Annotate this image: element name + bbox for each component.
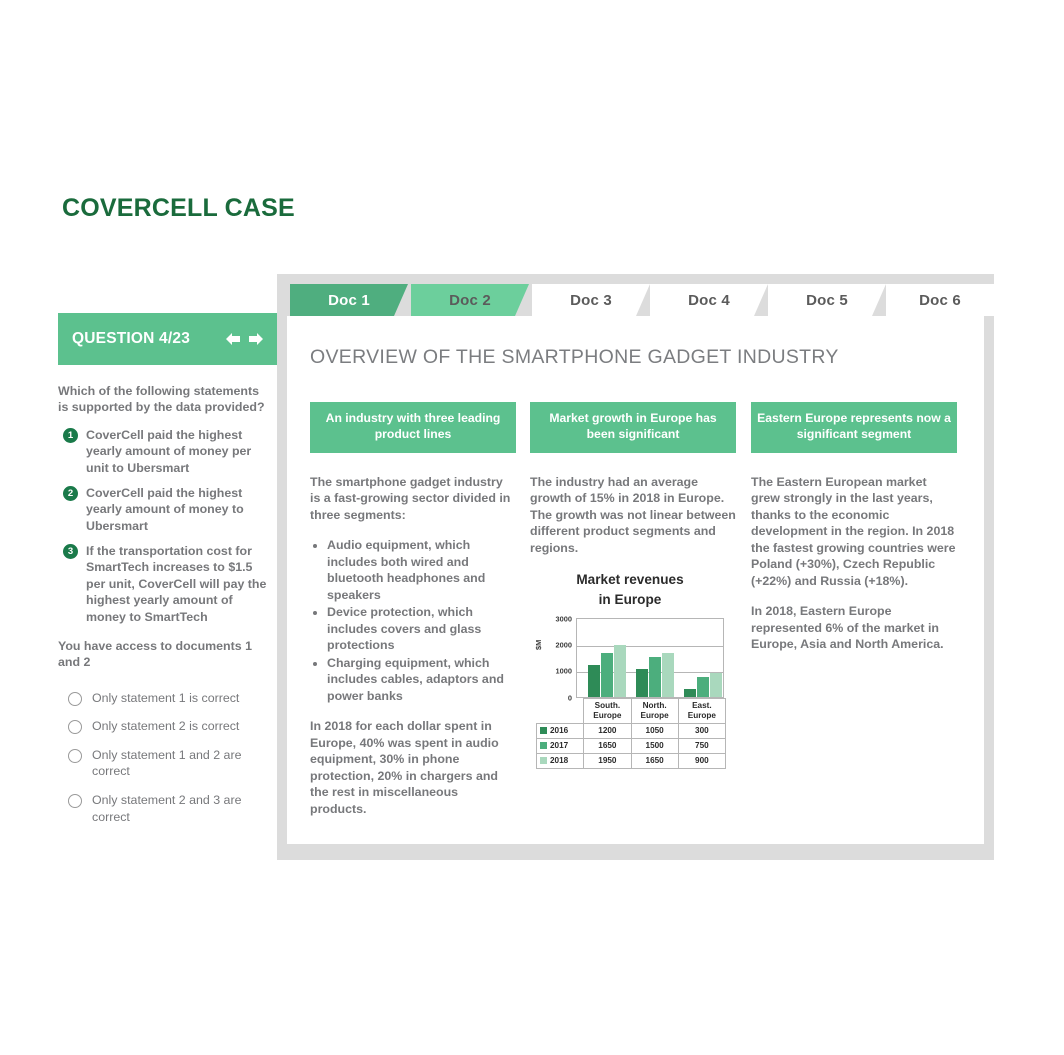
bar-group-east-europe	[684, 619, 722, 697]
answer-option-3[interactable]	[68, 747, 280, 780]
document-title: OVERVIEW OF THE SMARTPHONE GADGET INDUSTRY	[310, 346, 839, 368]
tab-label: Doc 4	[688, 291, 730, 309]
legend-label: 2017	[550, 740, 569, 750]
answer-option-1[interactable]	[68, 690, 280, 707]
legend-2018	[537, 753, 584, 768]
document-access-note: You have access to documents 1 and 2	[58, 638, 252, 670]
product-line-list	[310, 537, 516, 704]
statement-text: CoverCell paid the highest yearly amount of money per unit to Ubersmart	[86, 427, 252, 475]
bar-2018-east	[710, 673, 722, 697]
content-column-2	[530, 402, 736, 769]
y-tick-label: 0	[567, 693, 572, 703]
statement-number-badge: 1	[63, 428, 78, 443]
content-column-3	[751, 402, 957, 667]
bar-2017-north	[649, 657, 661, 697]
answer-option-label: Only statement 1 is correct	[92, 690, 240, 705]
legend-swatch-icon	[540, 727, 547, 734]
product-line-item: • Device protection, which includes covers and glass protections	[327, 604, 516, 654]
answer-option-label: Only statement 1 and 2 are correct	[92, 747, 242, 779]
column-header-south	[584, 698, 631, 723]
column-heading: Eastern Europe represents now a significant segment	[751, 402, 957, 453]
answer-option-4[interactable]	[68, 792, 280, 825]
column-body	[310, 474, 516, 818]
header-line-1: East.	[692, 700, 712, 710]
question-counter: QUESTION 4/23	[72, 330, 191, 347]
header-line-1: South.	[594, 700, 621, 710]
bar-group-south-europe	[588, 619, 626, 697]
table-row	[537, 738, 726, 753]
y-axis-ticks	[544, 614, 574, 703]
column-header-east	[678, 698, 725, 723]
chart-data-table	[536, 698, 726, 769]
tab-label: Doc 1	[328, 291, 370, 309]
cell-2016-east: 300	[678, 723, 725, 738]
column-paragraph: The Eastern European market grew strongly in the last years, thanks to the economic development in the region. In 2018 the fastest growing countries were Poland (+30%), Czech Republic (+22%) and Russia (+18%).	[751, 474, 956, 588]
tab-label: Doc 3	[570, 291, 612, 309]
column-body	[751, 474, 957, 653]
cell-2017-east: 750	[678, 738, 725, 753]
table-row	[537, 753, 726, 768]
bar-2016-north	[636, 669, 648, 697]
tab-label: Doc 2	[449, 291, 491, 309]
bar-2018-south	[614, 645, 626, 697]
bar-2017-east	[697, 677, 709, 697]
tab-label: Doc 6	[919, 291, 961, 309]
tab-doc-3[interactable]	[532, 284, 650, 316]
statement-text: CoverCell paid the highest yearly amount of money to Ubersmart	[86, 485, 244, 533]
column-heading: Market growth in Europe has been significant	[530, 402, 736, 453]
cell-2016-south: 1200	[584, 723, 631, 738]
product-line-item: • Audio equipment, which includes both wired and bluetooth headphones and speakers	[327, 537, 516, 603]
bar-2016-east	[684, 689, 696, 697]
radio-button-icon[interactable]	[68, 794, 82, 808]
legend-2016	[537, 723, 584, 738]
header-line-1: North.	[642, 700, 667, 710]
legend-swatch-icon	[540, 757, 547, 764]
bar-2018-north	[662, 653, 674, 697]
cell-2018-east: 900	[678, 753, 725, 768]
legend-label: 2016	[550, 725, 569, 735]
answer-option-2[interactable]	[68, 718, 280, 735]
table-header-row	[537, 698, 726, 723]
answer-option-label: Only statement 2 and 3 are correct	[92, 793, 242, 824]
tab-doc-2[interactable]	[411, 284, 529, 316]
answer-options	[58, 690, 280, 826]
question-banner	[58, 313, 280, 365]
statement-item	[58, 485, 270, 534]
chart-bars-container	[576, 618, 724, 698]
statement-number-badge: 2	[63, 486, 78, 501]
statement-item	[58, 427, 270, 476]
column-header-north	[631, 698, 678, 723]
cell-2018-south: 1950	[584, 753, 631, 768]
header-line-2: Europe	[687, 710, 716, 720]
legend-label: 2018	[550, 755, 569, 765]
y-tick-label: 2000	[555, 640, 572, 649]
legend-2017	[537, 738, 584, 753]
bar-2017-south	[601, 653, 613, 697]
cell-2016-north: 1050	[631, 723, 678, 738]
left-arrow-icon[interactable]	[223, 331, 243, 347]
column-heading: An industry with three leading product lines	[310, 402, 516, 453]
radio-button-icon[interactable]	[68, 692, 82, 706]
header-line-2: Europe	[640, 710, 669, 720]
document-viewer	[277, 274, 994, 860]
page-title: COVERCELL CASE	[62, 194, 295, 222]
column-intro-text: The smartphone gadget industry is a fast-growing sector divided in three segments:	[310, 474, 511, 522]
legend-swatch-icon	[540, 742, 547, 749]
answer-option-label: Only statement 2 is correct	[92, 719, 240, 734]
statement-item	[58, 543, 270, 625]
tab-doc-4[interactable]	[650, 284, 768, 316]
statement-number-badge: 3	[63, 544, 78, 559]
radio-button-icon[interactable]	[68, 720, 82, 734]
bar-2016-south	[588, 665, 600, 697]
column-outro-text: In 2018 for each dollar spent in Europe, 40% was spent in audio equipment, 30% in phone protection, 20% in chargers and the rest in miscellaneous products.	[310, 719, 499, 816]
market-revenues-chart	[530, 570, 730, 769]
cell-2018-north: 1650	[631, 753, 678, 768]
statement-list	[58, 427, 270, 625]
header-line-2: Europe	[593, 710, 622, 720]
tab-label: Doc 5	[806, 291, 848, 309]
chart-title	[530, 570, 730, 609]
column-body	[530, 474, 736, 557]
y-tick-label: 1000	[555, 666, 572, 676]
chart-title-line-2: in Europe	[598, 591, 662, 607]
tab-doc-6[interactable]	[886, 284, 994, 316]
column-paragraph: In 2018, Eastern Europe represented 6% of the market in Europe, Asia and North America.	[751, 604, 944, 652]
column-intro-text: The industry had an average growth of 15% in 2018 in Europe. The growth was not linear between different product segments and regions.	[530, 474, 736, 555]
statement-text: If the transportation cost for SmartTech increases to $1.5 per unit, CoverCell will pay the highest yearly amount of money to SmartTech	[86, 544, 267, 624]
cell-2017-south: 1650	[584, 738, 631, 753]
bar-group-north-europe	[636, 619, 674, 697]
table-row	[537, 723, 726, 738]
table-corner-cell	[537, 698, 584, 723]
cell-2017-north: 1500	[631, 738, 678, 753]
tab-doc-5[interactable]	[768, 284, 886, 316]
document-tab-bar	[277, 284, 994, 316]
right-arrow-icon[interactable]	[246, 331, 266, 347]
tab-doc-1[interactable]	[290, 284, 408, 316]
question-nav	[223, 331, 266, 347]
chart-title-line-1: Market revenues	[576, 572, 684, 588]
y-tick-label: 3000	[555, 614, 572, 624]
question-panel	[58, 313, 280, 837]
product-line-item: • Charging equipment, which includes cables, adaptors and power banks	[327, 655, 516, 705]
chart-plot-area	[534, 614, 726, 703]
radio-button-icon[interactable]	[68, 749, 82, 763]
content-column-1	[310, 402, 516, 831]
question-prompt: Which of the following statements is supported by the data provided?	[58, 384, 265, 415]
y-axis-label: $M	[534, 639, 543, 650]
